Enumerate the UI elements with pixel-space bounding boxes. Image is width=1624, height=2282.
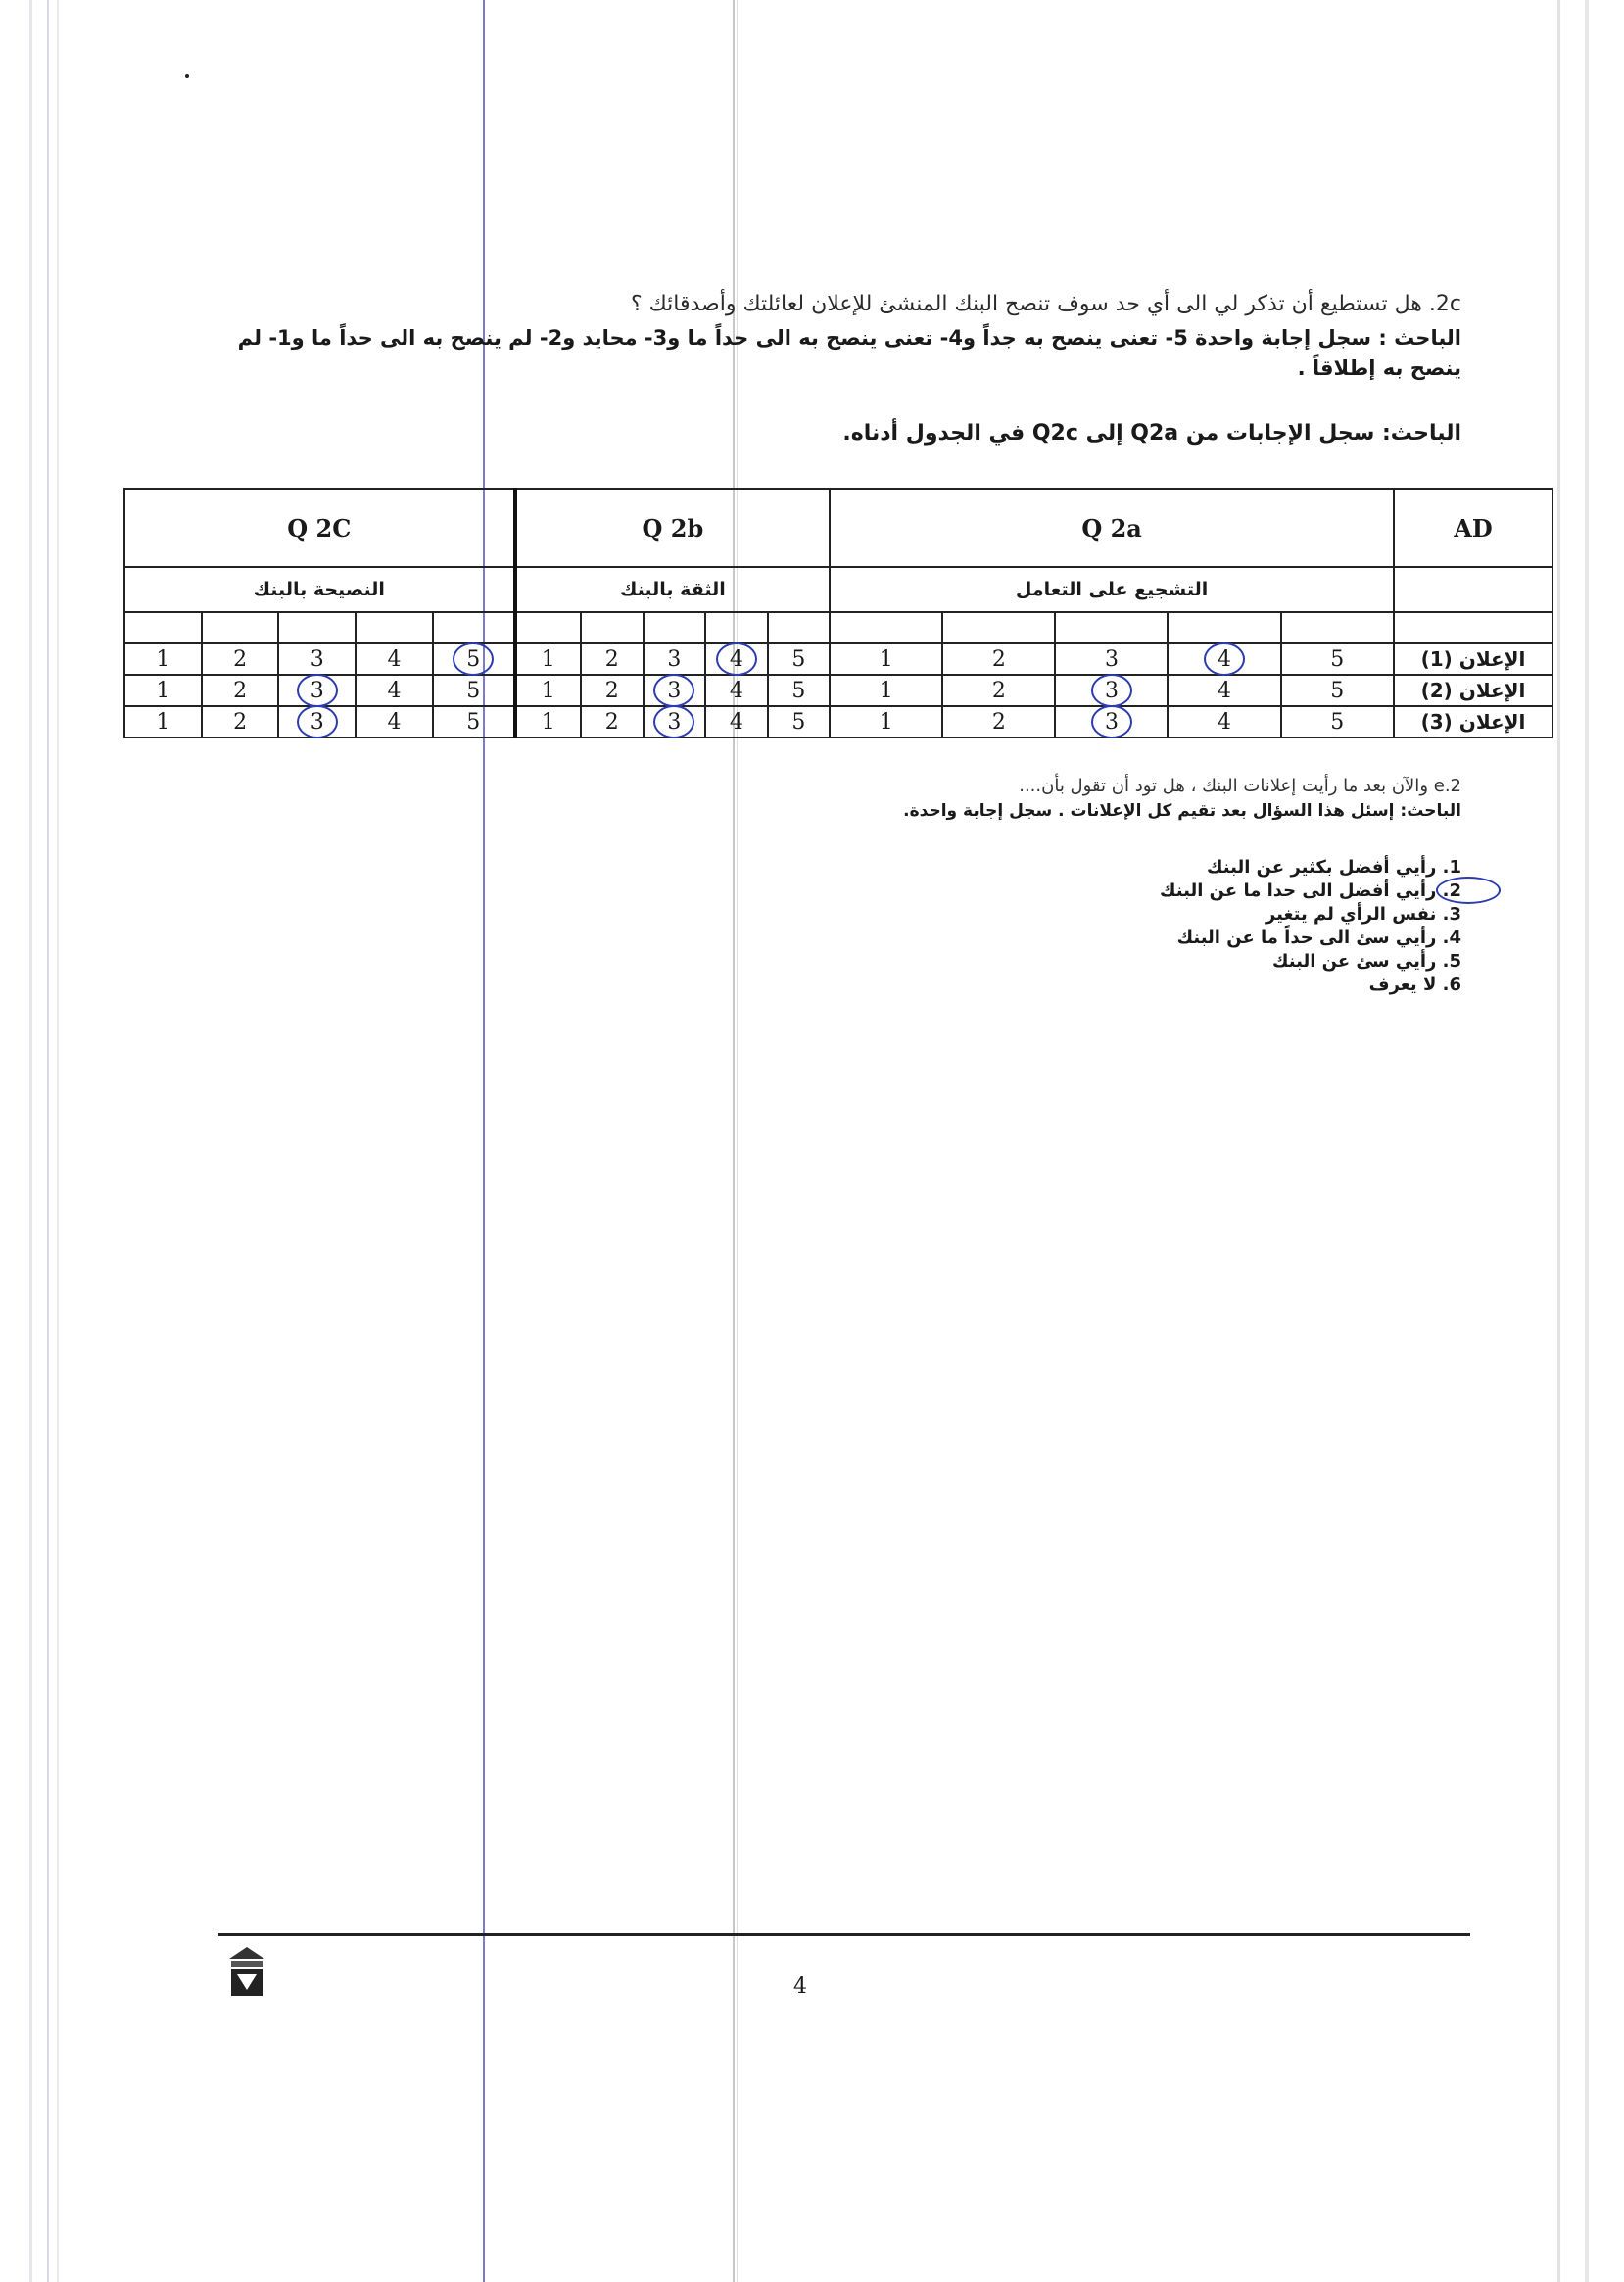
- rating-cell-q2c-2[interactable]: [202, 643, 279, 675]
- table-header-row: [124, 489, 1552, 567]
- rating-cell-q2c-3[interactable]: [278, 643, 356, 675]
- rating-value: 1: [156, 709, 170, 735]
- rating-value: 5: [791, 678, 806, 703]
- rating-cell-q2b-5[interactable]: [768, 643, 831, 675]
- pen-circle-mark: [653, 674, 694, 707]
- scan-edge-line: [1557, 0, 1560, 2282]
- rating-value: 3: [310, 678, 324, 703]
- rating-cell-q2c-1[interactable]: [124, 643, 202, 675]
- rating-value: 2: [604, 709, 619, 735]
- pen-circle-mark: [453, 642, 494, 676]
- rating-value: 1: [541, 678, 555, 703]
- rating-cell-q2b-3[interactable]: [644, 643, 706, 675]
- page-number: 4: [793, 1974, 807, 1999]
- rating-value: 5: [791, 646, 806, 672]
- answer-option[interactable]: 6. لا يعرف: [1368, 975, 1461, 995]
- table-row: [124, 643, 1552, 675]
- pen-circle-mark: [716, 642, 757, 676]
- rating-value: 3: [667, 678, 682, 703]
- rating-value: 2: [233, 678, 248, 703]
- rating-cell-q2a-5[interactable]: [1281, 706, 1394, 737]
- pen-circle-mark: [297, 674, 338, 707]
- rating-cell-q2c-1[interactable]: [124, 706, 202, 737]
- pen-circle-mark: [1436, 877, 1501, 904]
- rating-cell-q2c-1[interactable]: [124, 675, 202, 706]
- ad-label-blank: [1394, 567, 1552, 612]
- group-header-q2c: Q 2C: [124, 489, 515, 567]
- rating-cell-q2a-5[interactable]: [1281, 643, 1394, 675]
- rating-value: 3: [1104, 678, 1119, 703]
- answer-option[interactable]: 5. رأيي سئ عن البنك: [1271, 951, 1461, 972]
- bank-logo-icon: [227, 1945, 266, 2000]
- rating-value: 5: [1330, 678, 1345, 703]
- rating-value: 5: [791, 709, 806, 735]
- rating-value: 3: [1104, 646, 1119, 672]
- rating-cell-q2a-5[interactable]: [1281, 675, 1394, 706]
- rating-value: 2: [233, 709, 248, 735]
- scan-edge-line: [29, 0, 32, 2282]
- rating-value: 5: [466, 709, 481, 735]
- rating-cell-q2c-2[interactable]: [202, 706, 279, 737]
- rating-cell-q2b-5[interactable]: [768, 706, 831, 737]
- rating-cell-q2a-3[interactable]: [1055, 706, 1168, 737]
- rating-cell-q2c-5[interactable]: [433, 706, 515, 737]
- rating-cell-q2a-1[interactable]: [830, 675, 942, 706]
- pen-circle-mark: [1091, 705, 1132, 738]
- rating-cell-q2b-1[interactable]: [515, 643, 581, 675]
- question-2c-instruction: الباحث : سجل إجابة واحدة 5- تعنى ينصح به جداً و4- تعنى ينصح به الى حداً ما و3- محايد و2- لم ينصح به الى حداً ما و1- لم ينصح به إطلاقاً .: [237, 326, 1461, 380]
- rating-cell-q2c-4[interactable]: [356, 643, 433, 675]
- pen-circle-mark: [1204, 642, 1245, 676]
- rating-cell-q2a-4[interactable]: [1168, 643, 1280, 675]
- rating-value: 5: [466, 646, 481, 672]
- rating-value: 3: [667, 709, 682, 735]
- rating-value: 4: [1218, 709, 1232, 735]
- rating-value: 1: [541, 646, 555, 672]
- rating-cell-q2c-3[interactable]: [278, 675, 356, 706]
- rating-value: 4: [387, 646, 402, 672]
- rating-value: 3: [667, 646, 682, 672]
- rating-cell-q2b-1[interactable]: [515, 675, 581, 706]
- rating-cell-q2b-5[interactable]: [768, 675, 831, 706]
- rating-value: 4: [729, 646, 743, 672]
- rating-cell-q2a-3[interactable]: [1055, 643, 1168, 675]
- rating-value: 1: [156, 646, 170, 672]
- rating-value: 1: [879, 709, 893, 735]
- rating-value: 4: [1218, 646, 1232, 672]
- rating-value: 4: [729, 678, 743, 703]
- answer-option[interactable]: 2. رأيي أفضل الى حدا ما عن البنك: [1160, 880, 1461, 903]
- record-instruction: الباحث: سجل الإجابات من Q2a إلى Q2c في الجدول أدناه.: [842, 421, 1461, 446]
- table-blank-row: [124, 612, 1552, 643]
- ad-row-label: الإعلان (2): [1394, 675, 1552, 706]
- rating-value: 2: [233, 646, 248, 672]
- table-subheader-row: [124, 567, 1552, 612]
- group-header-q2b: Q 2b: [515, 489, 831, 567]
- ad-row-label: الإعلان (3): [1394, 706, 1552, 737]
- rating-cell-q2a-4[interactable]: [1168, 706, 1280, 737]
- group-label-q2c: النصيحة بالبنك: [124, 567, 515, 612]
- footer-rule: [218, 1933, 1470, 1936]
- answer-options-list: [1160, 856, 1461, 997]
- rating-cell-q2c-5[interactable]: [433, 643, 515, 675]
- rating-value: 2: [991, 678, 1006, 703]
- rating-cell-q2b-2[interactable]: [581, 643, 644, 675]
- question-2c-text: 2c. هل تستطيع أن تذكر لي الى أي حد سوف تنصح البنك المنشئ للإعلان لعائلتك وأصدقائك ؟: [630, 292, 1461, 316]
- rating-cell-q2a-3[interactable]: [1055, 675, 1168, 706]
- rating-cell-q2c-2[interactable]: [202, 675, 279, 706]
- rating-cell-q2a-2[interactable]: [942, 675, 1055, 706]
- table-row: [124, 675, 1552, 706]
- rating-cell-q2b-3[interactable]: [644, 675, 706, 706]
- question-2e-instruction: الباحث: إسئل هذا السؤال بعد تقيم كل الإعلانات . سجل إجابة واحدة.: [903, 801, 1461, 821]
- rating-cell-q2a-2[interactable]: [942, 643, 1055, 675]
- answer-option[interactable]: 4. رأيي سئ الى حداً ما عن البنك: [1176, 927, 1461, 948]
- ad-header: AD: [1394, 489, 1552, 567]
- scan-speck: [185, 74, 189, 78]
- rating-value: 3: [1104, 709, 1119, 735]
- rating-value: 4: [387, 678, 402, 703]
- rating-value: 5: [1330, 646, 1345, 672]
- rating-cell-q2b-1[interactable]: [515, 706, 581, 737]
- rating-cell-q2a-1[interactable]: [830, 706, 942, 737]
- rating-cell-q2a-2[interactable]: [942, 706, 1055, 737]
- rating-value: 1: [156, 678, 170, 703]
- group-label-q2a: التشجيع على التعامل: [830, 567, 1394, 612]
- rating-cell-q2c-5[interactable]: [433, 675, 515, 706]
- question-2e-text: 2.e والآن بعد ما رأيت إعلانات البنك ، هل تود أن تقول بأن....: [1019, 776, 1461, 796]
- scan-edge-line: [57, 0, 59, 2282]
- pen-circle-mark: [653, 705, 694, 738]
- ad-row-label: الإعلان (1): [1394, 643, 1552, 675]
- rating-cell-q2c-4[interactable]: [356, 706, 433, 737]
- rating-value: 3: [310, 709, 324, 735]
- rating-value: 1: [879, 646, 893, 672]
- group-label-q2b: الثقة بالبنك: [515, 567, 831, 612]
- rating-cell-q2c-4[interactable]: [356, 675, 433, 706]
- rating-value: 1: [541, 709, 555, 735]
- rating-cell-q2b-2[interactable]: [581, 706, 644, 737]
- pen-circle-mark: [297, 705, 338, 738]
- group-header-q2a: Q 2a: [830, 489, 1394, 567]
- rating-cell-q2b-4[interactable]: [705, 675, 768, 706]
- rating-value: 4: [387, 709, 402, 735]
- rating-value: 2: [991, 709, 1006, 735]
- rating-cell-q2c-3[interactable]: [278, 706, 356, 737]
- answer-option[interactable]: 1. رأيي أفضل بكثير عن البنك: [1207, 857, 1461, 878]
- scan-edge-line: [1585, 0, 1589, 2282]
- answer-option[interactable]: 3. نفس الرأي لم يتغير: [1265, 904, 1461, 925]
- rating-value: 4: [1218, 678, 1232, 703]
- pen-circle-mark: [1091, 674, 1132, 707]
- table-row: [124, 706, 1552, 737]
- rating-value: 2: [604, 646, 619, 672]
- rating-value: 4: [729, 709, 743, 735]
- rating-value: 3: [310, 646, 324, 672]
- table-body: [124, 643, 1552, 737]
- rating-value: 5: [1330, 709, 1345, 735]
- rating-cell-q2a-1[interactable]: [830, 643, 942, 675]
- rating-value: 1: [879, 678, 893, 703]
- rating-cell-q2b-4[interactable]: [705, 643, 768, 675]
- rating-value: 2: [604, 678, 619, 703]
- rating-value: 5: [466, 678, 481, 703]
- rating-cell-q2b-3[interactable]: [644, 706, 706, 737]
- ratings-table: [123, 488, 1553, 738]
- rating-value: 2: [991, 646, 1006, 672]
- rating-cell-q2b-4[interactable]: [705, 706, 768, 737]
- rating-cell-q2b-2[interactable]: [581, 675, 644, 706]
- rating-cell-q2a-4[interactable]: [1168, 675, 1280, 706]
- scan-edge-line: [47, 0, 49, 2282]
